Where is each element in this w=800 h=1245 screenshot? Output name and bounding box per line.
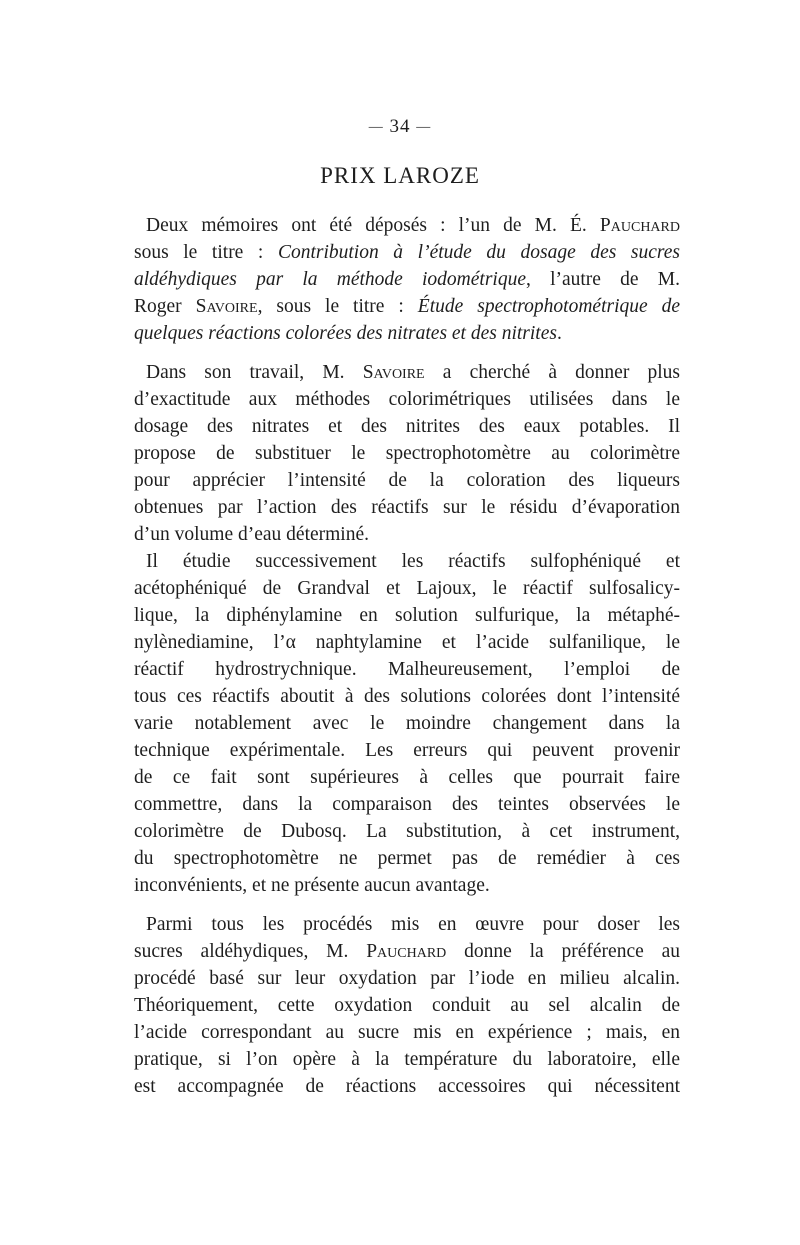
author-name: Pauchard xyxy=(599,215,680,236)
paragraph-3-line-6: tous ces réactifs aboutit à des solutions colorées dont l’intensité xyxy=(134,686,680,707)
paragraph-3-line-2: acétophéniqué de Grandval et Lajoux, le réactif sulfosalicy- xyxy=(134,578,680,599)
memoir-title: Étude spectrophotométrique de xyxy=(417,296,680,317)
paragraph-2-line-1 xyxy=(146,360,680,386)
paragraph-1-line-5 xyxy=(134,321,680,347)
paragraph-3-line-9: de ce fait sont supérieures à celles que pourrait faire xyxy=(134,767,680,788)
paragraph-3-line-13: inconvénients, et ne présente aucun avantage. xyxy=(134,875,490,896)
memoir-title: aldéhydiques par la méthode iodométrique xyxy=(134,269,526,290)
paragraph-2-line-5: pour apprécier l’intensité de la coloration des liqueurs xyxy=(134,470,680,491)
paragraph-4-line-7: est accompagnée de réactions accessoires qui nécessitent xyxy=(134,1076,680,1097)
text-run: a cherché à donner plus xyxy=(424,362,680,383)
text-run: sucres aldéhydiques, M. xyxy=(134,941,367,962)
paragraph-2-line-7: d’un volume d’eau déterminé. xyxy=(134,524,369,545)
paragraph-3-line-7: varie notablement avec le moindre changement dans la xyxy=(134,713,680,734)
paragraph-3-line-11: colorimètre de Dubosq. La substitution, à cet instrument, xyxy=(134,821,680,842)
paragraph-3-line-8: technique expérimentale. Les erreurs qui peuvent provenir xyxy=(134,740,680,761)
memoir-title: quelques réactions colorées des nitrates et des nitrites xyxy=(134,323,557,344)
memoir-title: Contribution à l’étude du dosage des sucres xyxy=(277,242,680,263)
text-run: Dans son travail, M. xyxy=(146,362,363,383)
paragraph-3-line-10: commettre, dans la comparaison des teintes observées le xyxy=(134,794,680,815)
paragraph-1-line-4 xyxy=(134,294,680,320)
paragraph-3-line-3: lique, la diphénylamine en solution sulfurique, la métaphé- xyxy=(134,605,680,626)
page-number-dash-left: — xyxy=(368,119,384,135)
page-number-value: 34 xyxy=(389,116,411,137)
author-name: Savoire xyxy=(362,362,425,383)
text-run: . xyxy=(556,323,562,344)
text-run: , l’autre de M. xyxy=(526,269,680,290)
paragraph-1-line-2 xyxy=(134,240,680,266)
text-run: donne la préférence au xyxy=(446,941,680,962)
paragraph-2-line-6: obtenues par l’action des réactifs sur le résidu d’évaporation xyxy=(134,497,680,518)
paragraph-2-line-3: dosage des nitrates et des nitrites des eaux potables. Il xyxy=(134,416,680,437)
author-name: Pauchard xyxy=(366,941,447,962)
paragraph-1-line-3 xyxy=(134,267,680,293)
paragraph-3-line-5: réactif hydrostrychnique. Malheureusement, l’emploi de xyxy=(134,659,680,680)
paragraph-3-line-1: Il étudie successivement les réactifs sulfophéniqué et xyxy=(146,551,680,572)
paragraph-4-line-1: Parmi tous les procédés mis en œuvre pour doser les xyxy=(146,914,680,935)
paragraph-4-line-6: pratique, si l’on opère à la température du laboratoire, elle xyxy=(134,1049,680,1070)
paragraph-1-line-1 xyxy=(146,213,680,239)
paragraph-4-line-2 xyxy=(134,939,680,965)
text-run: , sous le titre : xyxy=(257,296,418,317)
text-run: Roger xyxy=(134,296,196,317)
paragraph-2-line-4: propose de substituer le spectrophotomètre au colorimètre xyxy=(134,443,680,464)
author-name: Savoire xyxy=(195,296,258,317)
paragraph-4-line-5: l’acide correspondant au sucre mis en expérience ; mais, en xyxy=(134,1022,680,1043)
paragraph-4-line-4: Théoriquement, cette oxydation conduit au sel alcalin de xyxy=(134,995,680,1016)
page-number xyxy=(0,116,800,138)
paragraph-3-line-4: nylènediamine, l’α naphtylamine et l’acide sulfanilique, le xyxy=(134,632,680,653)
page-title: PRIX LAROZE xyxy=(320,163,480,188)
paragraph-3-line-12: du spectrophotomètre ne permet pas de remédier à ces xyxy=(134,848,680,869)
page-number-dash-right: — xyxy=(416,119,432,135)
paragraph-4-line-3: procédé basé sur leur oxydation par l’iode en milieu alcalin. xyxy=(134,968,680,989)
text-run: sous le titre : xyxy=(134,242,278,263)
text-run: Deux mémoires ont été déposés : l’un de M. É. xyxy=(146,215,600,236)
paragraph-2-line-2: d’exactitude aux méthodes colorimétriques utilisées dans le xyxy=(134,389,680,410)
